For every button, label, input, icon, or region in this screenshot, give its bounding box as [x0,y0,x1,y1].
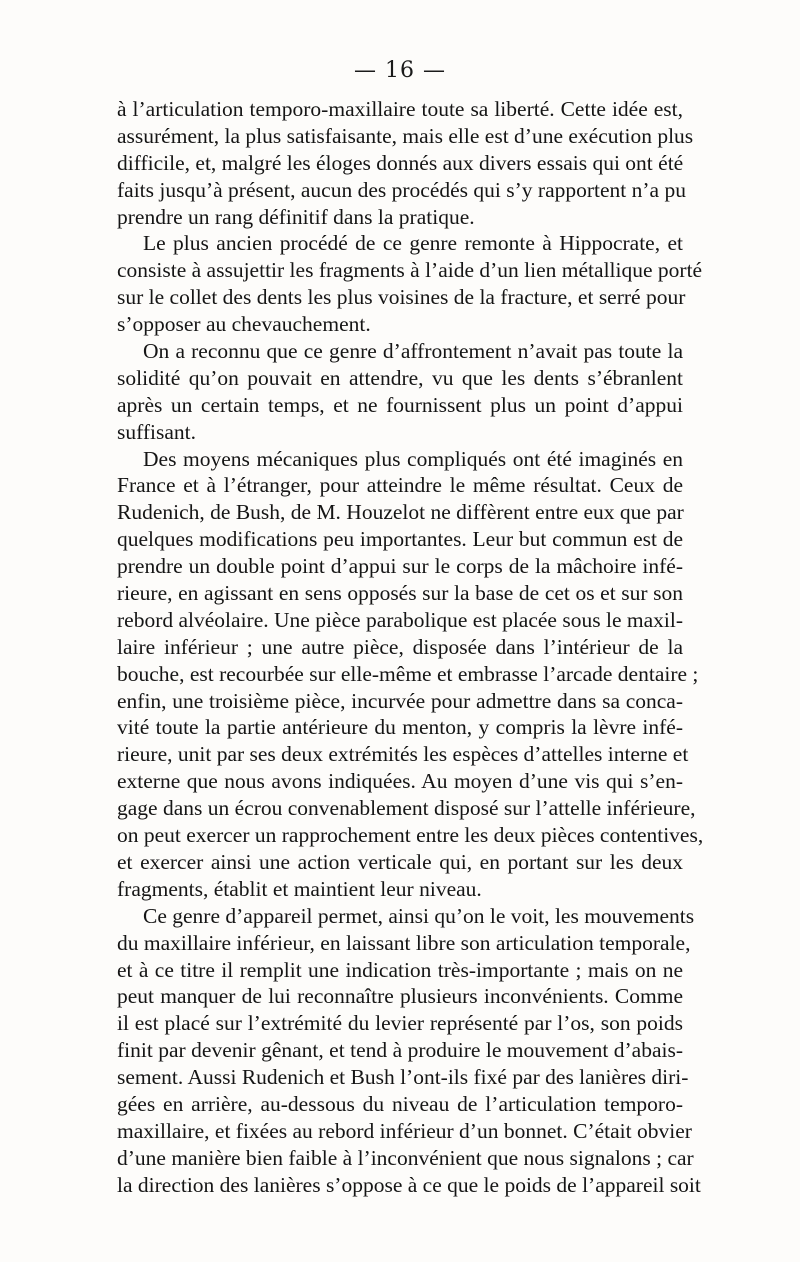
paragraph-2 [117,230,703,338]
text-line: on peut exercer un rapprochement entre les deux pièces contentives, [117,823,704,848]
text-line: rieure, unit par ses deux extrémités les espèces d’attelles interne et [117,742,689,767]
text-line: à l’articulation temporo-maxillaire toute sa liberté. Cette idée est, [117,97,683,121]
text-line: On a reconnu que ce genre d’affrontement n’avait pas toute la [143,339,683,364]
text-line: la direction des lanières s’oppose à ce que le poids de l’appareil soit [117,1172,701,1197]
text-line: du maxillaire inférieur, en laissant libre son articulation temporale, [117,930,691,955]
text-line: rebord alvéolaire. Une pièce parabolique est placée sous le maxil- [117,607,683,632]
text-line: Des moyens mécaniques plus compliqués ont été imaginés en [143,446,683,471]
text-line: sur le collet des dents les plus voisines de la fracture, et serré pour [117,285,686,310]
text-line: et à ce titre il remplit une indication très-importante ; mais on ne [117,957,683,982]
paragraph-3 [117,338,683,446]
text-line: laire inférieur ; une autre pièce, disposée dans l’intérieur de la [117,634,683,659]
text-line: enfin, une troisième pièce, incurvée pour admettre dans sa conca- [117,688,683,713]
text-line: faits jusqu’à présent, aucun des procédés qui s’y rapportent n’a pu [117,177,686,202]
paragraph-5 [117,903,701,1199]
text-line: il est placé sur l’extrémité du levier représenté par l’os, son poids [117,1011,683,1036]
text-line: solidité qu’on pouvait en attendre, vu que les dents s’ébranlent [117,365,683,390]
paragraph-1 [117,96,694,230]
text-line: et exercer ainsi une action verticale qui, en portant sur les deux [117,849,683,874]
text-line: consiste à assujettir les fragments à l’aide d’un lien métallique porté [117,258,703,283]
text-line: prendre un rang définitif dans la pratique. [117,204,475,229]
body-text [117,96,704,1199]
text-line: d’une manière bien faible à l’inconvénient que nous signalons ; car [117,1145,694,1170]
text-line: maxillaire, et fixées au rebord inférieur d’un bonnet. C’était obvier [117,1118,692,1143]
text-line: Rudenich, de Bush, de M. Houzelot ne diffèrent entre eux que par [117,500,684,525]
text-line: finit par devenir gênant, et tend à produire le mouvement d’abais- [117,1038,683,1063]
text-line: peut manquer de lui reconnaître plusieurs inconvénients. Comme [117,984,683,1009]
text-line: après un certain temps, et ne fournissent plus un point d’appui [117,392,683,417]
text-line: vité toute la partie antérieure du menton, y compris la lèvre infé- [117,715,683,740]
text-line: fragments, établit et maintient leur niveau. [117,876,482,901]
text-line: sement. Aussi Rudenich et Bush l’ont-ils fixé par des lanières diri- [117,1065,689,1090]
page-number: — 16 — [354,58,446,83]
text-line: difficile, et, malgré les éloges donnés aux divers essais qui ont été [117,150,684,175]
text-line: gage dans un écrou convenablement disposé sur l’attelle inférieure, [117,796,696,821]
text-line: assurément, la plus satisfaisante, mais elle est d’une exécution plus [117,123,694,148]
text-line: France et à l’étranger, pour atteindre le même résultat. Ceux de [117,473,683,498]
text-line: suffisant. [117,419,197,444]
text-line: rieure, en agissant en sens opposés sur la base de cet os et sur son [117,581,683,606]
paragraph-4 [117,446,704,903]
text-line: s’opposer au chevauchement. [117,312,371,337]
text-line: gées en arrière, au-dessous du niveau de l’articulation temporo- [117,1091,683,1116]
text-line: Ce genre d’appareil permet, ainsi qu’on le voit, les mouvements [143,903,695,928]
text-line: quelques modifications peu importantes. Leur but commun est de [117,527,683,552]
text-line: prendre un double point d’appui sur le corps de la mâchoire infé- [117,554,683,579]
text-line: externe que nous avons indiquées. Au moyen d’une vis qui s’en- [117,769,683,794]
text-line: bouche, est recourbée sur elle-même et embrasse l’arcade dentaire ; [117,661,699,686]
text-line: Le plus ancien procédé de ce genre remonte à Hippocrate, et [143,231,683,256]
